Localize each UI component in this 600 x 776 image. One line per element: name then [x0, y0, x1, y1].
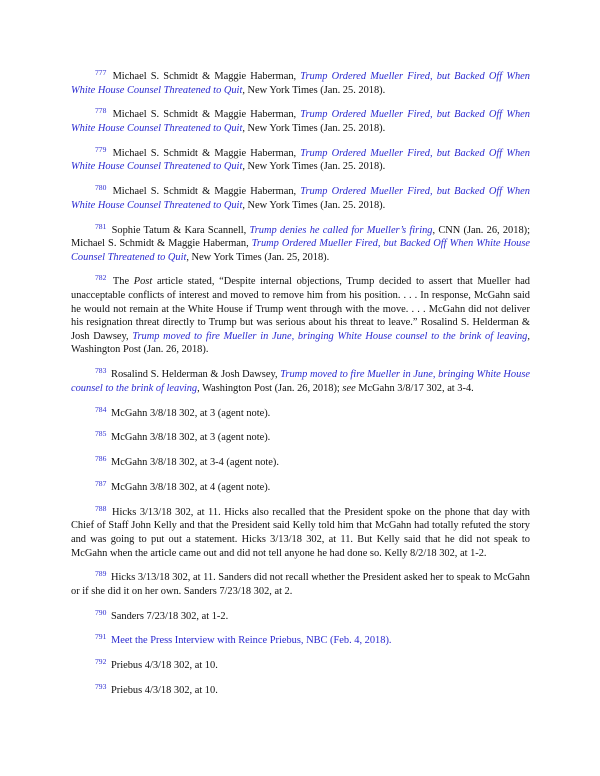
citation-link[interactable]: Trump Ordered Mueller Fired, but Backed Off When White House Counsel Threatened to Quit	[71, 109, 530, 134]
footnote-number[interactable]: 784	[95, 404, 107, 414]
footnote-786	[71, 456, 530, 470]
footnote-text: Priebus 4/3/18 302, at 10.	[111, 685, 218, 696]
footnote-text: McGahn 3/8/18 302, at 4 (agent note).	[111, 481, 271, 493]
footnote-792	[71, 659, 530, 673]
footnote-780	[71, 185, 530, 212]
endnotes-page	[71, 70, 530, 709]
footnote-782	[71, 275, 530, 357]
footnote-number[interactable]: 780	[95, 183, 107, 193]
citation-link[interactable]: Trump Ordered Mueller Fired, but Backed Off When White House Counsel Threatened to Quit	[71, 71, 530, 96]
citation-link[interactable]: Trump Ordered Mueller Fired, but Backed Off When White House Counsel Threatened to Quit	[71, 186, 530, 211]
footnote-793	[71, 684, 530, 698]
footnote-789	[71, 571, 530, 598]
footnote-text: , New York Times (Jan. 25, 2018).	[186, 251, 330, 263]
footnote-number[interactable]: 790	[95, 607, 107, 617]
footnote-text: McGahn 3/8/18 302, at 3 (agent note).	[111, 432, 271, 444]
footnote-text: Hicks 3/13/18 302, at 11. Sanders did not recall whether the President asked her to speak to McGahn or if she did it on her own. Sanders 7/23/18 302, at 2.	[71, 572, 530, 597]
footnote-778	[71, 108, 530, 135]
footnote-text: Sanders 7/23/18 302, at 1-2.	[111, 610, 229, 622]
citation-link[interactable]: Trump moved to fire Mueller in June, bringing White House counsel to the brink of leaving	[71, 369, 530, 394]
footnote-number[interactable]: 785	[95, 429, 107, 439]
footnote-text: , New York Times (Jan. 25. 2018).	[242, 199, 386, 211]
footnote-number[interactable]: 782	[95, 273, 107, 283]
footnote-number[interactable]: 789	[95, 569, 107, 579]
footnote-text: Michael S. Schmidt & Maggie Haberman,	[112, 186, 301, 198]
footnote-text: , Washington Post (Jan. 26, 2018);	[197, 382, 343, 394]
footnote-777	[71, 70, 530, 97]
footnote-text: McGahn 3/8/17 302, at 3-4.	[355, 382, 474, 394]
footnote-number[interactable]: 777	[95, 68, 107, 77]
footnote-779	[71, 144, 530, 174]
footnote-number[interactable]: 787	[95, 478, 107, 488]
italic-text: see	[342, 382, 356, 394]
footnote-text: Michael S. Schmidt & Maggie Haberman,	[112, 147, 301, 159]
footnote-text: McGahn 3/8/18 302, at 3-4 (agent note).	[111, 457, 279, 469]
citation-link[interactable]: Trump Ordered Mueller Fired, but Backed Off When White House Counsel Threatened to Quit	[71, 147, 530, 173]
footnote-783	[71, 368, 530, 395]
footnote-784	[71, 404, 530, 421]
footnote-787	[71, 478, 530, 495]
citation-link[interactable]: Meet the Press Interview with Reince Priebus, NBC (Feb. 4, 2018).	[111, 635, 392, 647]
footnote-text: Rosalind S. Helderman & Josh Dawsey,	[111, 369, 281, 381]
footnote-number[interactable]: 788	[95, 503, 107, 513]
footnote-785	[71, 431, 530, 445]
footnote-text: McGahn 3/8/18 302, at 3 (agent note).	[111, 407, 271, 419]
footnote-text: , New York Times (Jan. 25. 2018).	[242, 161, 386, 173]
footnote-number[interactable]: 786	[95, 454, 107, 464]
footnote-text: , Washington Post (Jan. 26, 2018).	[71, 330, 530, 356]
footnote-number[interactable]: 781	[95, 221, 107, 231]
footnote-text: Sophie Tatum & Kara Scannell,	[111, 224, 250, 236]
footnote-text: , New York Times (Jan. 25. 2018).	[242, 84, 386, 96]
footnote-text: , CNN (Jan. 26, 2018); Michael S. Schmidt & Maggie Haberman,	[71, 224, 530, 250]
footnote-788	[71, 503, 530, 560]
footnote-text: Michael S. Schmidt & Maggie Haberman,	[112, 71, 301, 82]
footnote-text: Michael S. Schmidt & Maggie Haberman,	[112, 109, 301, 121]
footnote-text: Hicks 3/13/18 302, at 11. Hicks also recalled that the President spoke on the phone that day with Chief of Staff John Kelly and that the President said Kelly told him that McGahn had totally refuted the story and was going to put out a statement. Hicks 3/13/18 302, at 11. But Kelly said that he did not speak to McGahn when the article came out and did not tell anyone he had done so. Kelly 8/2/18 302, at 1-2.	[71, 506, 530, 559]
footnote-791	[71, 634, 530, 648]
footnote-text: The	[112, 276, 134, 288]
citation-link[interactable]: Trump denies he called for Mueller’s firing	[249, 224, 433, 236]
footnote-number[interactable]: 783	[95, 366, 107, 376]
footnote-781	[71, 221, 530, 265]
italic-text: Post	[133, 276, 153, 288]
citation-link[interactable]: Trump moved to fire Mueller in June, bringing White House counsel to the brink of leaving	[132, 330, 528, 342]
footnote-number[interactable]: 792	[95, 657, 107, 667]
footnote-790	[71, 607, 530, 624]
footnote-text: Priebus 4/3/18 302, at 10.	[111, 660, 218, 672]
footnote-number[interactable]: 779	[95, 144, 107, 154]
footnote-number[interactable]: 791	[95, 632, 107, 642]
footnote-number[interactable]: 778	[95, 106, 107, 116]
footnote-text: article stated, “Despite internal objections, Trump decided to assert that Mueller had unacceptable conflicts of interest and moved to remove him from his position. . . . In response, McGahn said he would not remain at the White House if Trump went through with the move. . . . McGahn did not deliver his resignation threat directly to Trump but was serious about his threat to leave.” Rosalind S. Helderman & Josh Dawsey,	[71, 276, 530, 342]
footnote-number[interactable]: 793	[95, 682, 107, 691]
footnote-text: , New York Times (Jan. 25. 2018).	[242, 122, 386, 134]
citation-link[interactable]: Trump Ordered Mueller Fired, but Backed Off When White House Counsel Threatened to Quit	[71, 238, 530, 263]
